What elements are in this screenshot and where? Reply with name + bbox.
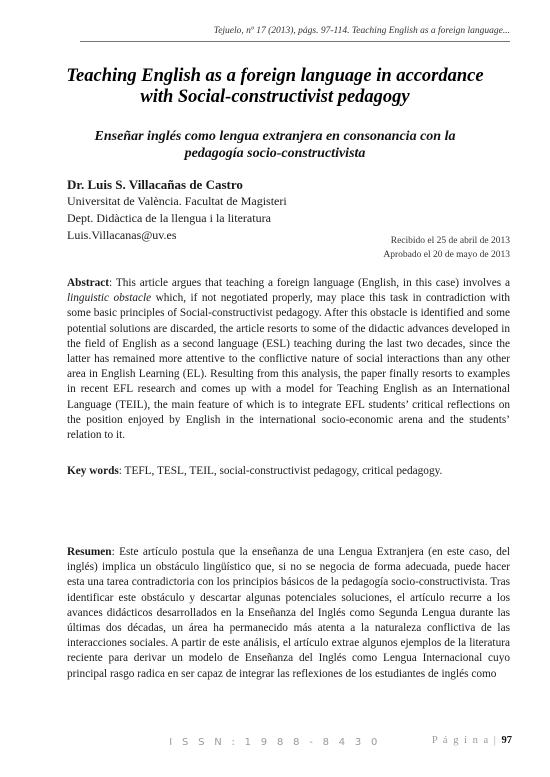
abstract-label: Abstract (67, 277, 110, 289)
abstract-paragraph (67, 276, 510, 443)
abstract-text-start: : This article argues that teaching a foreign language (English, in this case) involves a (109, 277, 510, 289)
received-date: Recibido el 25 de abril de 2013 (390, 236, 510, 246)
header-rule (80, 41, 510, 42)
affiliation-university: Universitat de València. Facultat de Magisteri (67, 194, 287, 208)
footer-issn: I S S N : 1 9 8 8 - 8 4 3 0 (169, 737, 381, 748)
author-email: Luis.Villacanas@uv.es (67, 228, 177, 242)
resumen-text: : Este artículo postula que la enseñanza de una Lengua Extranjera (en este caso, del inglés) implica un obstáculo lingüístico que, si no se negocia de forma adecuada, puede hacer esta una tarea contradictoria con los principios básicos de la pedagogía socio-constructivista. Tras identificar este obstáculo y descartar algunas potenciales soluciones, el artículo recurre a los avances didácticos desarrollados en la Enseñanza del Inglés como Segunda Lengua durante las últimas dos décadas, un área ha permanecido más atenta a la naturaleza conflictiva de las interacciones sociales. A partir de este análisis, el artículo extrae algunos ejemplos de la literatura reciente para derivar un modelo de Enseñanza del Inglés como Lengua Internacional cuyo principal rasgo radica en ser capaz de integrar las reflexiones de los estudiantes de inglés como (67, 546, 510, 680)
author-block (67, 176, 287, 244)
article-subtitle: Enseñar inglés como lengua extranjera en consonancia con la pedagogía socio-constructivista (94, 129, 456, 161)
abstract-text-rest: which, if not negotiated properly, may place this task in contradiction with some basic principles of Social-constructivist pedagogy. After this obstacle is identified and some potential solutions are discarded, the article resorts to some of the didactic advances developed in the field of English as a second language (ESL) teaching during the last two decades, since the latter has remained more attentive to the conflictive nature of social interactions than any other area in English Learning (EL). Resulting from this analysis, the paper finally resorts to examples in recent EFL research and comes up with a model for Teaching English as an International Language (TEIL), the main feature of which is to integrate EFL students’ critical reflections on the position enjoyed by English in the international socio-economic arena and the students’ relation to it. (67, 292, 510, 442)
article-title: Teaching English as a foreign language in accordance with Social-constructivist pedagogy (66, 66, 484, 107)
author-name: Dr. Luis S. Villacañas de Castro (67, 177, 243, 192)
affiliation-department: Dept. Didàctica de la llengua i la literatura (67, 211, 271, 225)
keywords-text: : TEFL, TESL, TEIL, social-constructivist pedagogy, critical pedagogy. (118, 465, 443, 477)
resumen-paragraph (67, 545, 510, 682)
footer-page-number (432, 735, 512, 746)
submission-dates (383, 234, 510, 262)
resumen-label: Resumen (67, 546, 112, 558)
approved-date: Aprobado el 20 de mayo de 2013 (383, 250, 510, 260)
keywords-paragraph (67, 464, 510, 479)
page-number: 97 (501, 735, 512, 746)
running-head: Tejuelo, nº 17 (2013), págs. 97-114. Teaching English as a foreign language... (213, 26, 510, 36)
keywords-label: Key words (67, 465, 119, 477)
page-label: P á g i n a | (431, 735, 498, 746)
abstract-italic-term: linguistic obstacle (67, 292, 152, 305)
